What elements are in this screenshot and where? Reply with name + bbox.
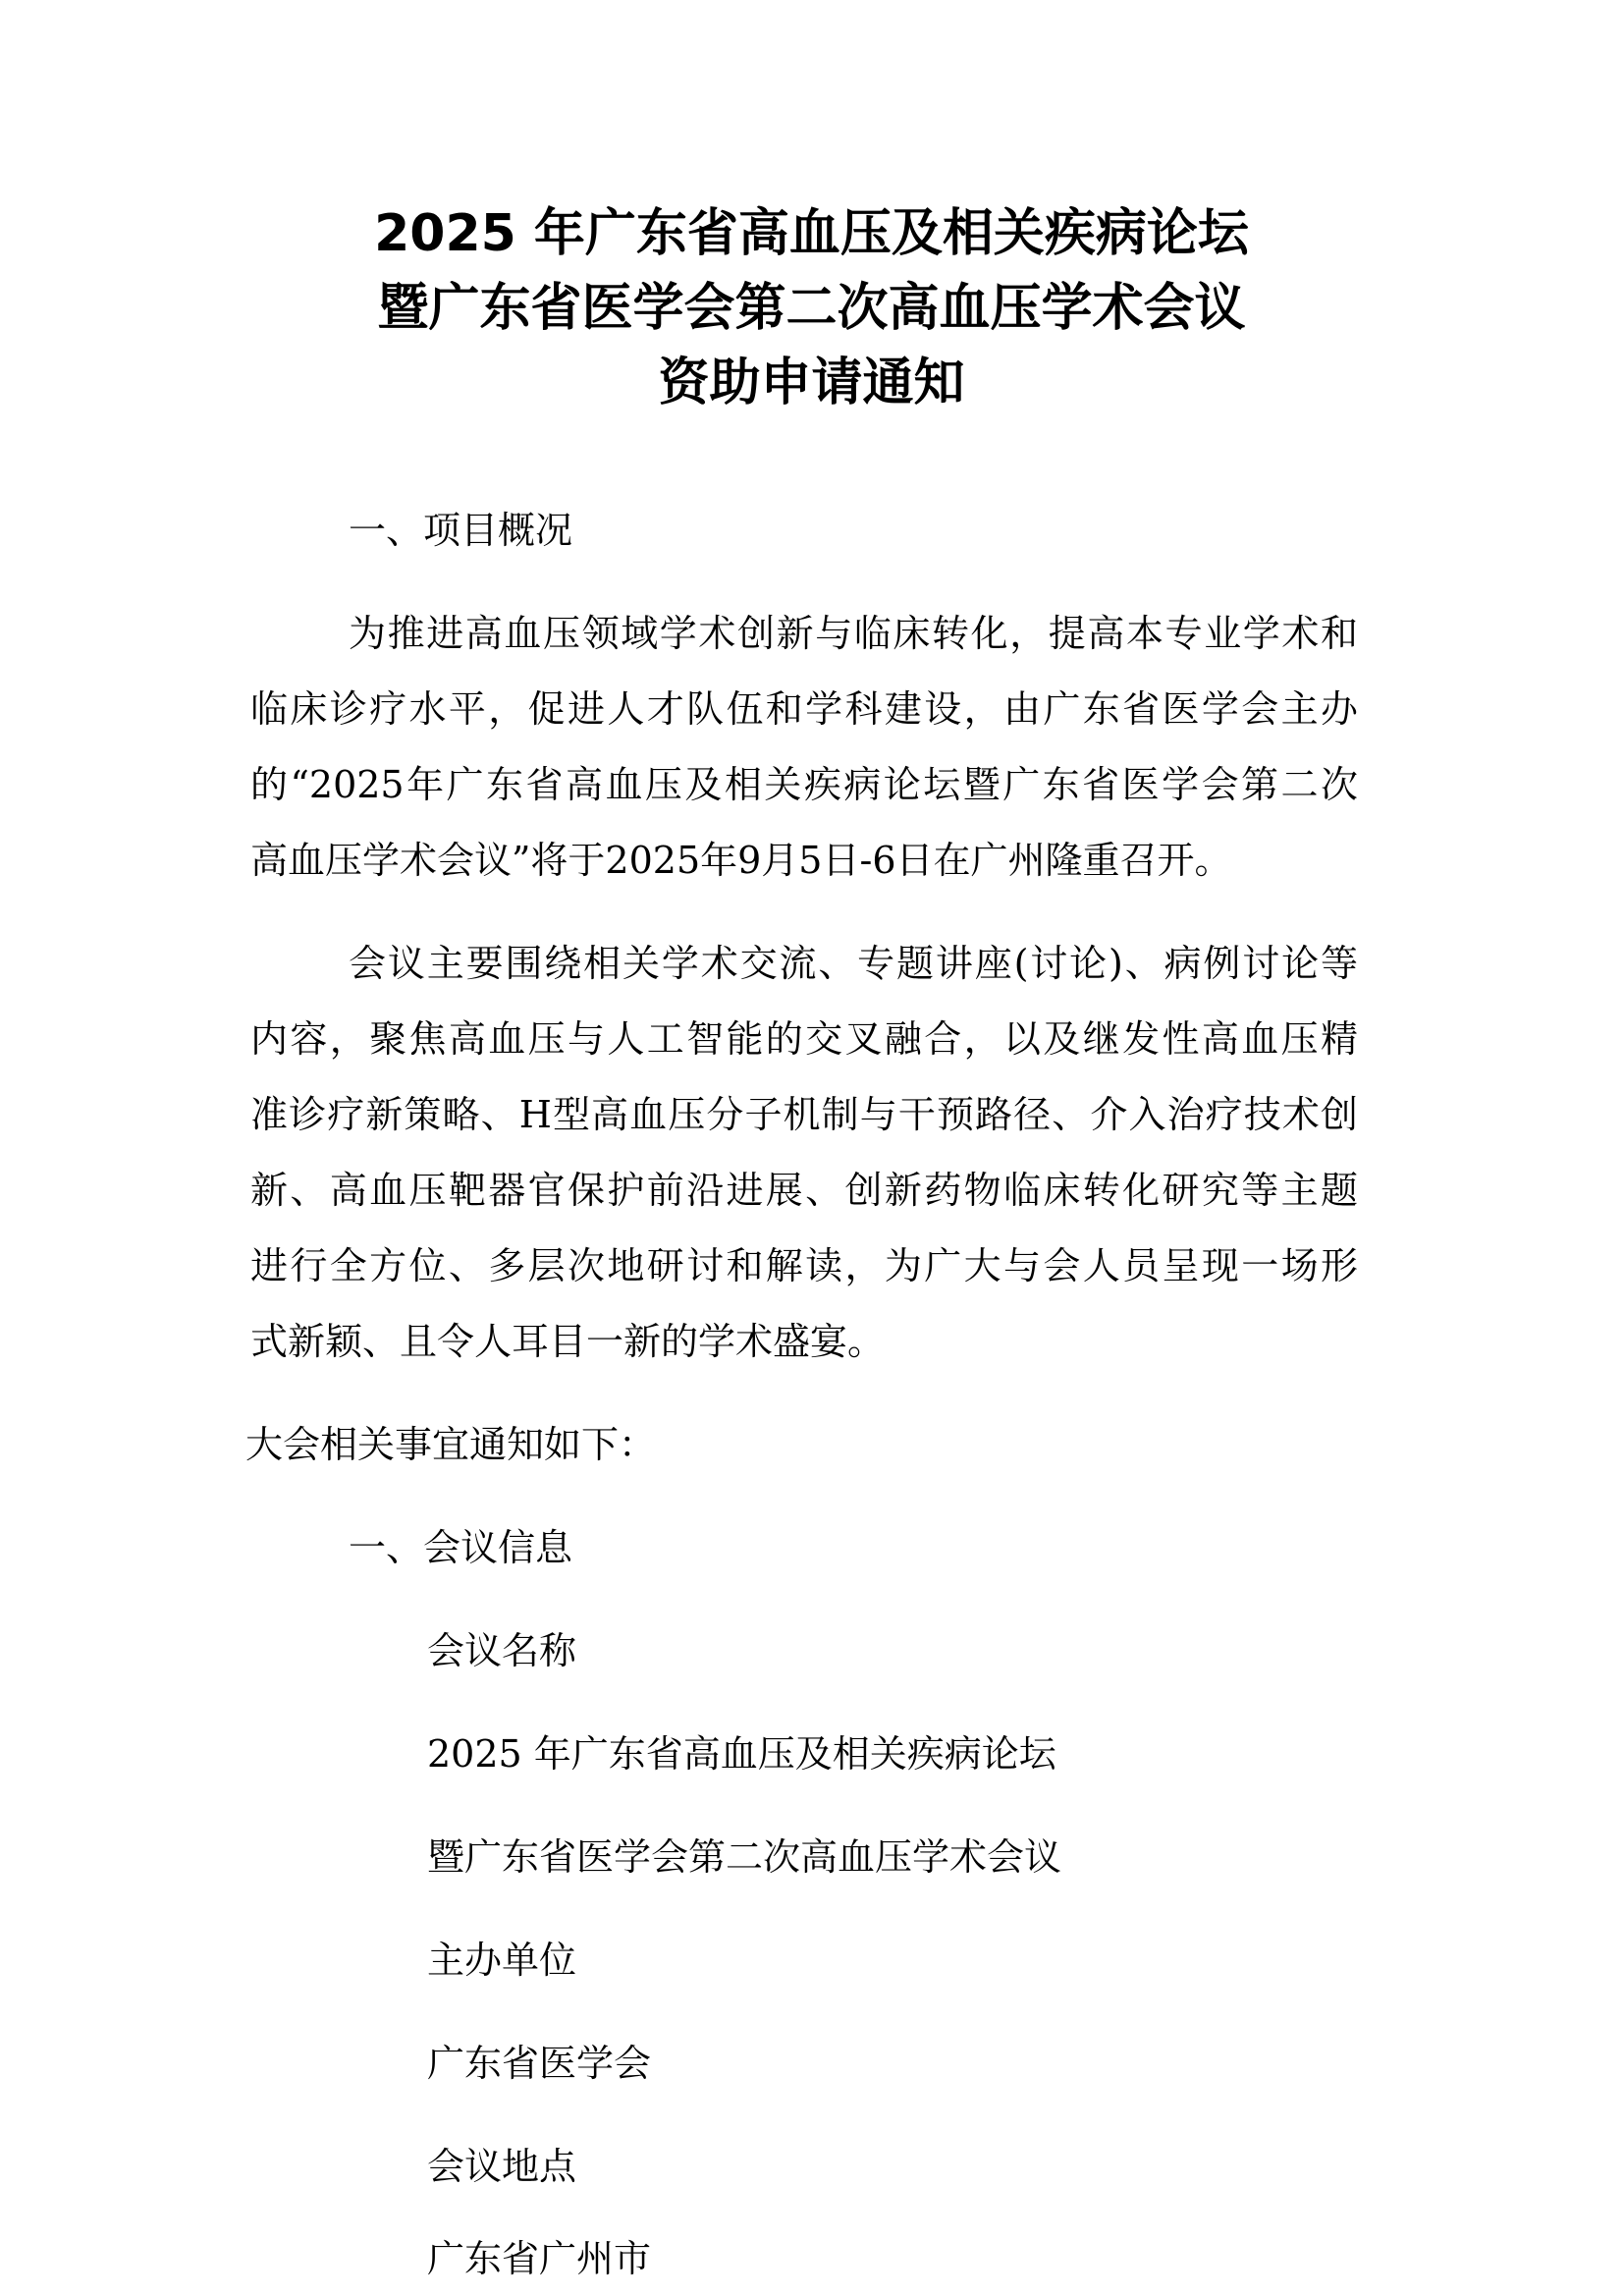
doc-title-line-3: 资助申请通知	[658, 354, 965, 412]
section-heading-overview: 一、项目概况	[349, 509, 573, 552]
venue-label: 会议地点	[427, 2145, 577, 2188]
meeting-name-label: 会议名称	[427, 1629, 577, 1672]
paragraph-2-line-1: 会议主要围绕相关学术交流、专题讲座(讨论)、病例讨论等	[349, 942, 1358, 985]
host-value: 广东省医学会	[427, 2042, 652, 2085]
meeting-name-line-2: 暨广东省医学会第二次高血压学术会议	[427, 1835, 1062, 1879]
paragraph-2-line-3: 准诊疗新策略、H型高血压分子机制与干预路径、介入治疗技术创	[250, 1093, 1358, 1136]
paragraph-2-line-2: 内容，聚焦高血压与人工智能的交叉融合，以及继发性高血压精	[250, 1017, 1358, 1061]
notice-intro: 大会相关事宜通知如下：	[245, 1423, 657, 1466]
doc-title-line-2: 暨广东省医学会第二次高血压学术会议	[377, 279, 1246, 338]
section-heading-meeting-info: 一、会议信息	[349, 1526, 573, 1569]
host-label: 主办单位	[427, 1939, 577, 1982]
paragraph-1-line-4: 高血压学术会议”将于2025年9月5日-6日在广州隆重召开。	[250, 839, 1232, 882]
doc-title-line-1: 2025 年广东省高血压及相关疾病论坛	[374, 204, 1249, 263]
paragraph-1-line-1: 为推进高血压领域学术创新与临床转化，提高本专业学术和	[349, 612, 1358, 655]
paragraph-1-line-2: 临床诊疗水平，促进人才队伍和学科建设，由广东省医学会主办	[250, 687, 1358, 731]
paragraph-2-line-4: 新、高血压靶器官保护前沿进展、创新药物临床转化研究等主题	[250, 1169, 1358, 1212]
meeting-name-line-1: 2025 年广东省高血压及相关疾病论坛	[427, 1732, 1056, 1776]
paragraph-2-line-5: 进行全方位、多层次地研讨和解读，为广大与会人员呈现一场形	[250, 1244, 1358, 1287]
paragraph-1-line-3: 的“2025年广东省高血压及相关疾病论坛暨广东省医学会第二次	[250, 763, 1358, 806]
paragraph-2-line-6: 式新颖、且令人耳目一新的学术盛宴。	[250, 1320, 886, 1363]
venue-value: 广东省广州市	[427, 2237, 652, 2280]
